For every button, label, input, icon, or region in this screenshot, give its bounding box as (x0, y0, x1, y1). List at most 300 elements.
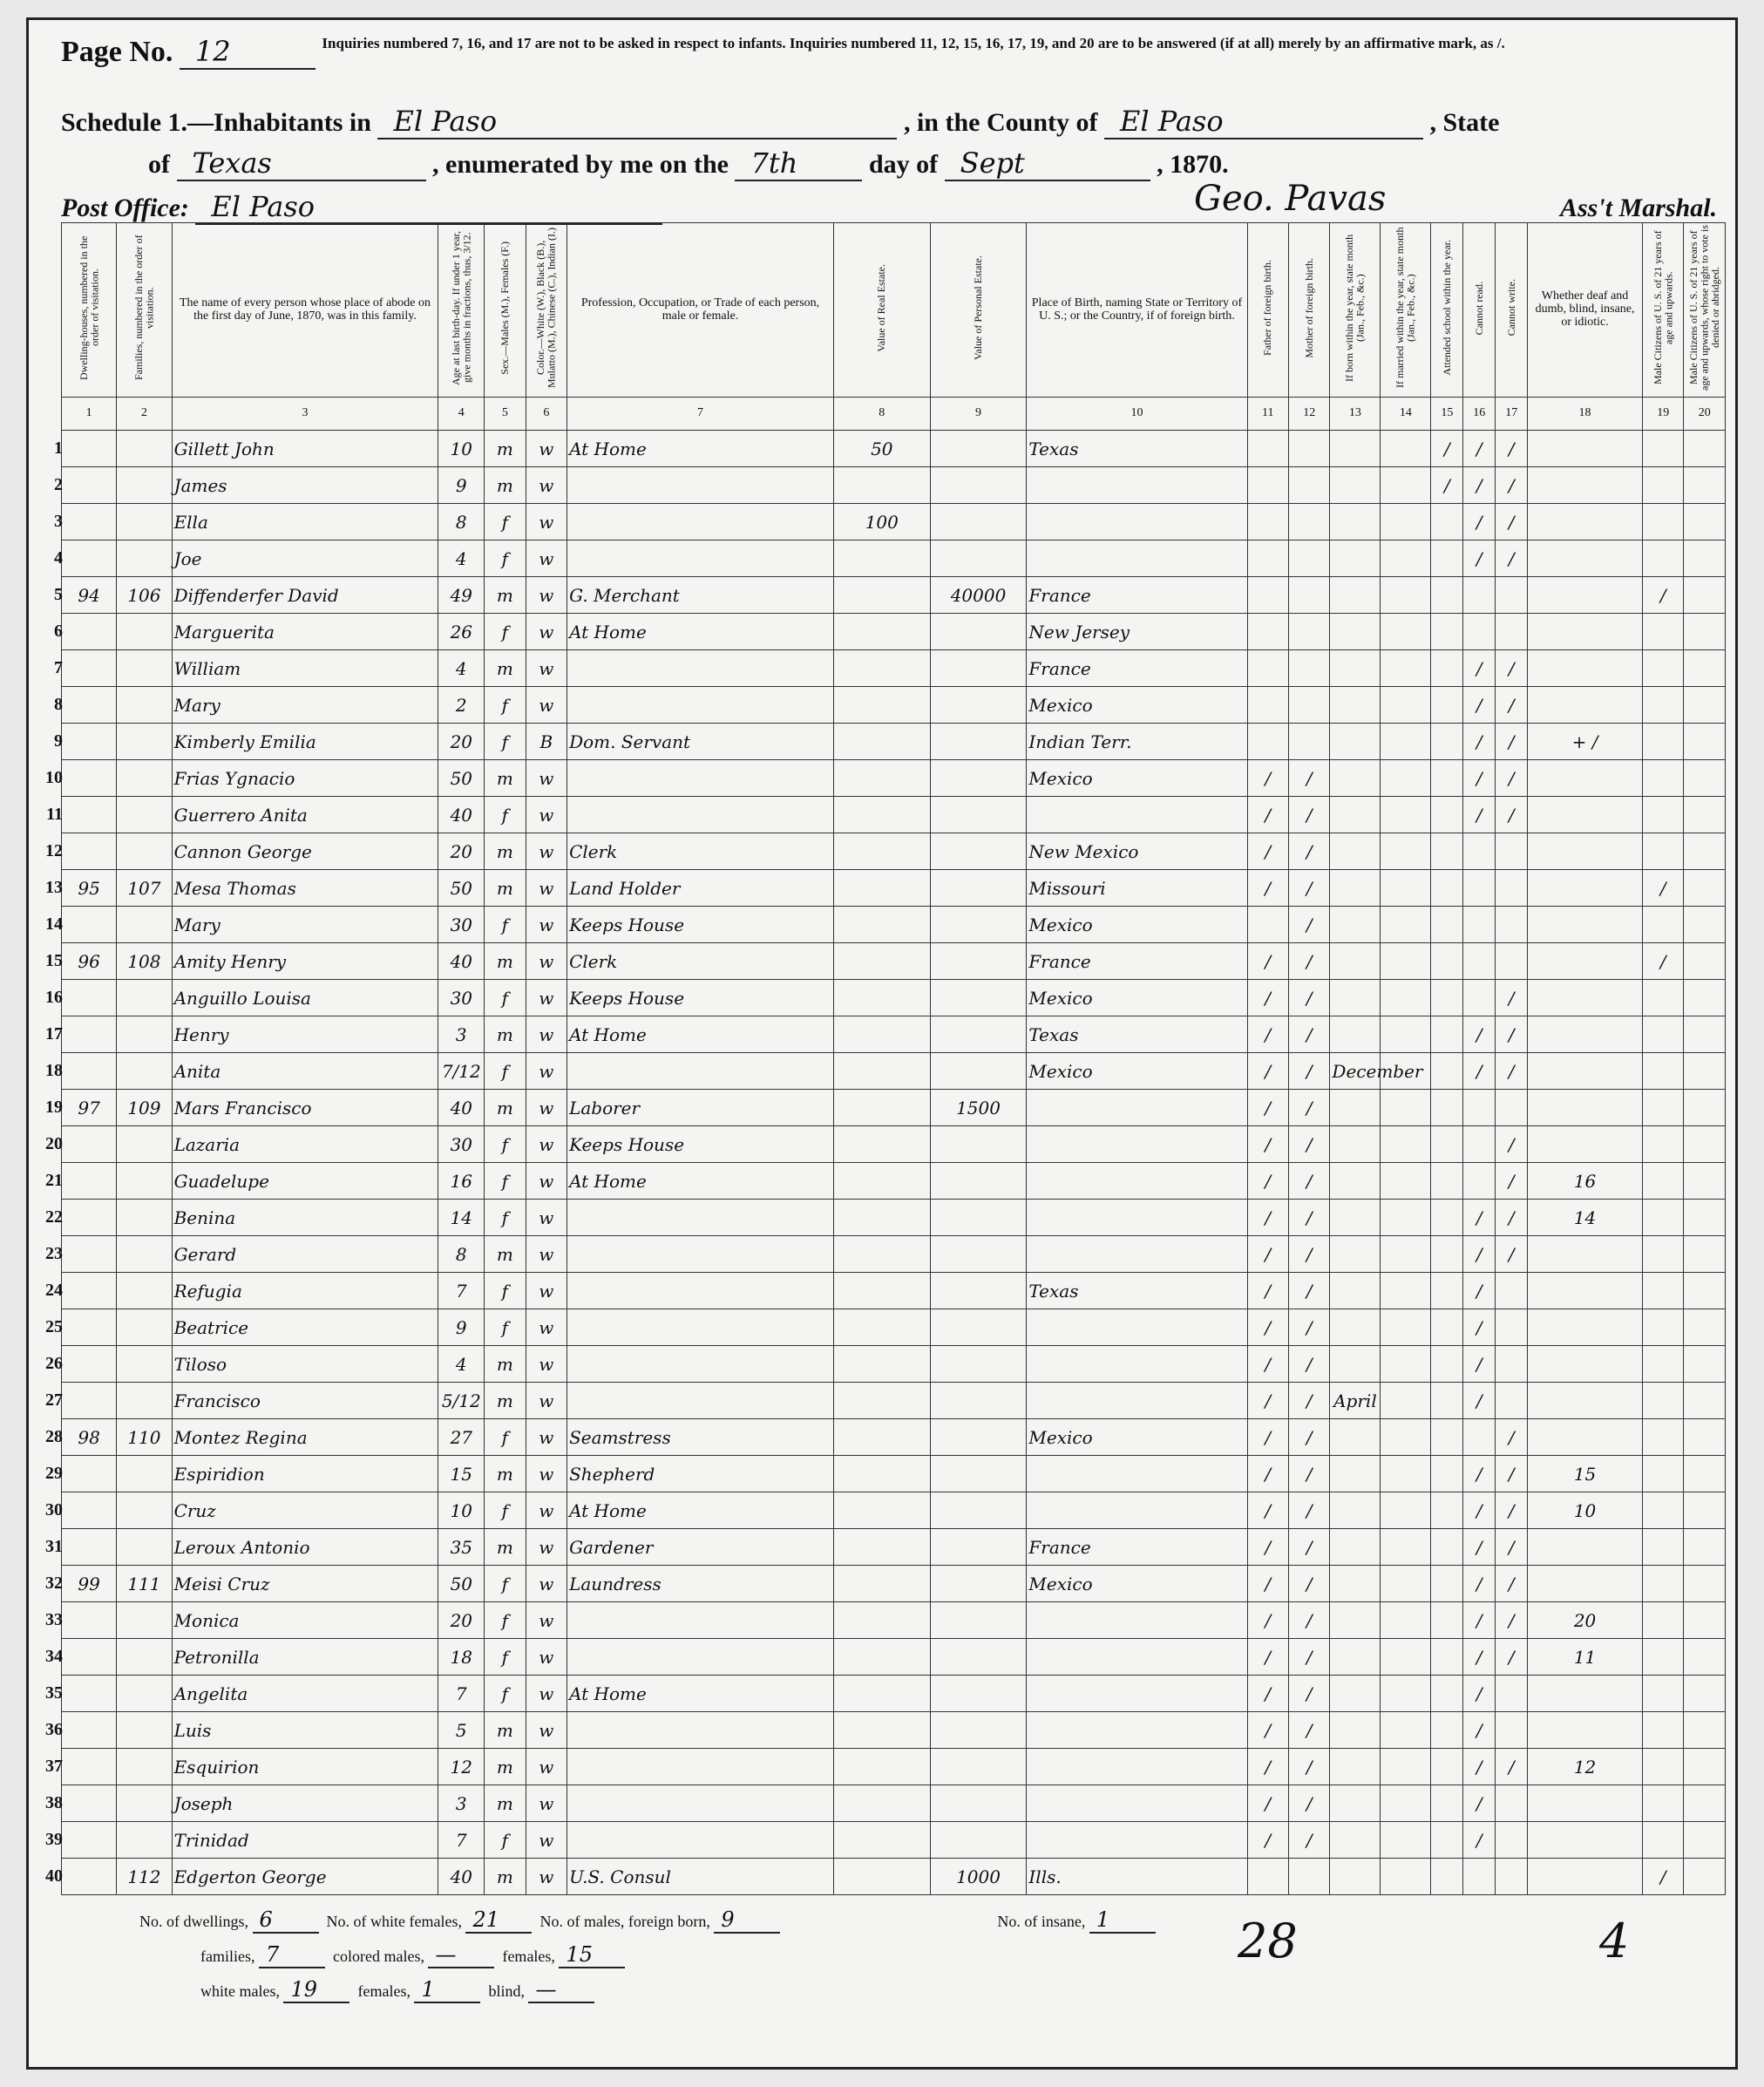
cell-col-9 (930, 504, 1027, 540)
cell-col-6: w (526, 907, 567, 943)
cell-col-18: 20 (1528, 1602, 1643, 1639)
cell-col-17: / (1496, 1529, 1528, 1566)
table-row (62, 1053, 1726, 1090)
cell-col-16: / (1463, 1602, 1496, 1639)
cell-col-2 (117, 1309, 172, 1346)
cell-col-14 (1381, 1822, 1431, 1859)
cell-col-1 (62, 650, 117, 687)
cell-col-8 (833, 1273, 930, 1309)
females-foreign-label: females, (502, 1948, 555, 1965)
cell-col-11: / (1247, 980, 1288, 1016)
cell-col-8 (833, 1492, 930, 1529)
cell-col-19 (1642, 1163, 1683, 1200)
cell-col-1 (62, 980, 117, 1016)
cell-col-8 (833, 724, 930, 760)
cell-col-7: Laborer (567, 1090, 834, 1126)
cell-col-15 (1431, 1126, 1463, 1163)
cell-col-9 (930, 1126, 1027, 1163)
cell-col-2: 106 (117, 577, 172, 614)
cell-col-20 (1684, 1163, 1726, 1200)
cell-col-4: 5/12 (438, 1383, 485, 1419)
row-number: 24 (45, 1281, 63, 1300)
white-males-value: 19 (283, 1977, 349, 2003)
cell-col-12 (1288, 614, 1329, 650)
cell-col-18 (1528, 1016, 1643, 1053)
row-number: 25 (45, 1317, 63, 1336)
row-number: 9 (54, 731, 63, 751)
cell-col-15 (1431, 1236, 1463, 1273)
column-header-text: Male Citizens of U. S. of 21 years of age and upwards. (1651, 230, 1675, 385)
cell-col-8 (833, 1309, 930, 1346)
cell-col-7: Shepherd (567, 1456, 834, 1492)
cell-col-9 (930, 1749, 1027, 1785)
column-header-3: The name of every person whose place of abode on the first day of June, 1870, was in this family. (172, 223, 438, 398)
column-header-14 (1381, 223, 1431, 398)
cell-col-16: / (1463, 1273, 1496, 1309)
cell-col-7 (567, 1053, 834, 1090)
cell-col-5: m (485, 760, 526, 797)
cell-col-7 (567, 467, 834, 504)
cell-col-2 (117, 1016, 172, 1053)
cell-col-8 (833, 467, 930, 504)
cell-col-13 (1330, 943, 1381, 980)
cell-col-19 (1642, 1639, 1683, 1676)
cell-col-7: At Home (567, 1163, 834, 1200)
cell-col-16 (1463, 1126, 1496, 1163)
cell-col-4: 2 (438, 687, 485, 724)
cell-col-5: m (485, 1456, 526, 1492)
cell-col-5: m (485, 943, 526, 980)
cell-col-15 (1431, 1749, 1463, 1785)
cell-col-5: f (485, 1566, 526, 1602)
cell-col-17 (1496, 577, 1528, 614)
cell-col-12: / (1288, 1163, 1329, 1200)
cell-col-2: 111 (117, 1566, 172, 1602)
cell-col-5: m (485, 1346, 526, 1383)
cell-col-9 (930, 614, 1027, 650)
table-row (62, 907, 1726, 943)
cell-col-15 (1431, 1346, 1463, 1383)
cell-col-1 (62, 1346, 117, 1383)
cell-col-12: / (1288, 1822, 1329, 1859)
cell-col-19 (1642, 1273, 1683, 1309)
cell-col-12 (1288, 577, 1329, 614)
column-number-18: 18 (1528, 398, 1643, 431)
cell-col-9 (930, 1383, 1027, 1419)
cell-col-4: 14 (438, 1200, 485, 1236)
cell-col-11: / (1247, 1712, 1288, 1749)
column-number-12: 12 (1288, 398, 1329, 431)
cell-col-14 (1381, 1126, 1431, 1163)
white-males-label: white males, (200, 1982, 280, 2000)
cell-col-10: Mexico (1027, 907, 1247, 943)
cell-col-7: At Home (567, 431, 834, 467)
cell-col-4: 5 (438, 1712, 485, 1749)
cell-col-13 (1330, 1346, 1381, 1383)
cell-col-7: Laundress (567, 1566, 834, 1602)
cell-col-15 (1431, 1859, 1463, 1895)
cell-col-3: Joseph (172, 1785, 438, 1822)
cell-col-7 (567, 650, 834, 687)
cell-col-19 (1642, 1126, 1683, 1163)
cell-col-14 (1381, 1309, 1431, 1346)
cell-col-2 (117, 1053, 172, 1090)
cell-col-7: Keeps House (567, 980, 834, 1016)
cell-col-12: / (1288, 1785, 1329, 1822)
cell-col-9 (930, 1309, 1027, 1346)
cell-col-18 (1528, 1309, 1643, 1346)
cell-col-10: New Jersey (1027, 614, 1247, 650)
cell-col-10 (1027, 1785, 1247, 1822)
cell-col-9 (930, 650, 1027, 687)
cell-col-7: Dom. Servant (567, 724, 834, 760)
blind-label: blind, (488, 1982, 525, 2000)
row-number: 1 (54, 438, 63, 458)
cell-col-9 (930, 760, 1027, 797)
cell-col-8 (833, 1419, 930, 1456)
cell-col-16: / (1463, 1016, 1496, 1053)
cell-col-18 (1528, 1859, 1643, 1895)
cell-col-5: f (485, 1126, 526, 1163)
row-number: 19 (45, 1098, 63, 1117)
table-row (62, 1346, 1726, 1383)
cell-col-8: 100 (833, 504, 930, 540)
cell-col-5: f (485, 1200, 526, 1236)
column-number-6: 6 (526, 398, 567, 431)
row-number: 37 (45, 1757, 63, 1776)
cell-col-18 (1528, 1822, 1643, 1859)
cell-col-1 (62, 614, 117, 650)
cell-col-12: / (1288, 1676, 1329, 1712)
table-row (62, 1785, 1726, 1822)
cell-col-18 (1528, 467, 1643, 504)
cell-col-2 (117, 650, 172, 687)
cell-col-7: Land Holder (567, 870, 834, 907)
cell-col-9 (930, 1785, 1027, 1822)
cell-col-10 (1027, 1712, 1247, 1749)
cell-col-6: w (526, 1529, 567, 1566)
cell-col-10 (1027, 1309, 1247, 1346)
cell-col-1: 94 (62, 577, 117, 614)
cell-col-3: Francisco (172, 1383, 438, 1419)
cell-col-4: 3 (438, 1016, 485, 1053)
column-header-15 (1431, 223, 1463, 398)
table-row (62, 797, 1726, 833)
cell-col-9 (930, 1016, 1027, 1053)
cell-col-12: / (1288, 1236, 1329, 1273)
cell-col-8 (833, 1456, 930, 1492)
column-number-16: 16 (1463, 398, 1496, 431)
cell-col-8 (833, 1529, 930, 1566)
cell-col-3: Diffenderfer David (172, 577, 438, 614)
cell-col-10: France (1027, 943, 1247, 980)
cell-col-6: w (526, 687, 567, 724)
cell-col-5: m (485, 870, 526, 907)
cell-col-7: Clerk (567, 943, 834, 980)
females-foreign-value: 15 (559, 1942, 625, 1968)
cell-col-13: December (1330, 1053, 1381, 1090)
cell-col-1 (62, 1126, 117, 1163)
cell-col-4: 50 (438, 760, 485, 797)
cell-col-12: / (1288, 797, 1329, 833)
table-row (62, 833, 1726, 870)
cell-col-15 (1431, 1492, 1463, 1529)
column-header-text: Color.—White (W.), Black (B.), Mulatto (M.), Chinese (C.), Indian (I.) (534, 228, 558, 389)
cell-col-20 (1684, 577, 1726, 614)
of-label: of (148, 150, 170, 179)
cell-col-15 (1431, 833, 1463, 870)
cell-col-17: / (1496, 1200, 1528, 1236)
colored-males-value: — (428, 1942, 494, 1968)
cell-col-13 (1330, 1676, 1381, 1712)
cell-col-14 (1381, 1566, 1431, 1602)
cell-col-11: / (1247, 1676, 1288, 1712)
cell-col-12: / (1288, 1419, 1329, 1456)
cell-col-1 (62, 833, 117, 870)
cell-col-4: 20 (438, 724, 485, 760)
cell-col-9 (930, 1273, 1027, 1309)
table-row (62, 1529, 1726, 1566)
cell-col-7 (567, 1712, 834, 1749)
cell-col-2: 112 (117, 1859, 172, 1895)
cell-col-14 (1381, 1090, 1431, 1126)
cell-col-15 (1431, 724, 1463, 760)
cell-col-15 (1431, 1309, 1463, 1346)
cell-col-11: / (1247, 1529, 1288, 1566)
col11-total: 28 (1238, 1914, 1298, 1968)
cell-col-1 (62, 1712, 117, 1749)
cell-col-17: / (1496, 1492, 1528, 1529)
table-row (62, 504, 1726, 540)
cell-col-10: Mexico (1027, 1566, 1247, 1602)
row-number: 14 (45, 914, 63, 934)
cell-col-1 (62, 1785, 117, 1822)
table-row (62, 1822, 1726, 1859)
cell-col-18 (1528, 797, 1643, 833)
cell-col-17: / (1496, 1749, 1528, 1785)
summary-line-2 (200, 1942, 625, 1968)
cell-col-3: James (172, 467, 438, 504)
cell-col-15 (1431, 1163, 1463, 1200)
cell-col-11: / (1247, 833, 1288, 870)
cell-col-8 (833, 1566, 930, 1602)
cell-col-3: Joe (172, 540, 438, 577)
cell-col-19 (1642, 724, 1683, 760)
cell-col-13 (1330, 431, 1381, 467)
cell-col-17: / (1496, 1456, 1528, 1492)
cell-col-20 (1684, 1712, 1726, 1749)
cell-col-11: / (1247, 1785, 1288, 1822)
cell-col-9 (930, 1492, 1027, 1529)
cell-col-17 (1496, 907, 1528, 943)
cell-col-11 (1247, 467, 1288, 504)
cell-col-13 (1330, 980, 1381, 1016)
cell-col-3: Leroux Antonio (172, 1529, 438, 1566)
table-row (62, 1419, 1726, 1456)
column-header-9 (930, 223, 1027, 398)
cell-col-2 (117, 687, 172, 724)
cell-col-18 (1528, 943, 1643, 980)
cell-col-15: / (1431, 431, 1463, 467)
cell-col-1 (62, 1053, 117, 1090)
cell-col-6: w (526, 1016, 567, 1053)
cell-col-7 (567, 1822, 834, 1859)
cell-col-20 (1684, 980, 1726, 1016)
cell-col-16: / (1463, 1053, 1496, 1090)
cell-col-11: / (1247, 1639, 1288, 1676)
cell-col-20 (1684, 1602, 1726, 1639)
cell-col-18 (1528, 833, 1643, 870)
instructions-note: Inquiries numbered 7, 16, and 17 are not to be asked in respect to infants. Inquiries numbered 11, 12, 15, 16, 17, 19, and 20 are to be answered (if at all) merely by an affirmative mark, as /. (322, 35, 1505, 51)
table-row (62, 650, 1726, 687)
cell-col-9: 1000 (930, 1859, 1027, 1895)
cell-col-2 (117, 1822, 172, 1859)
cell-col-8 (833, 1016, 930, 1053)
cell-col-15 (1431, 1456, 1463, 1492)
column-number-8: 8 (833, 398, 930, 431)
cell-col-10: Texas (1027, 1273, 1247, 1309)
cell-col-17: / (1496, 1163, 1528, 1200)
cell-col-2 (117, 1200, 172, 1236)
cell-col-8 (833, 1090, 930, 1126)
cell-col-7 (567, 1785, 834, 1822)
cell-col-4: 4 (438, 1346, 485, 1383)
cell-col-11: / (1247, 870, 1288, 907)
cell-col-12: / (1288, 1016, 1329, 1053)
state-value: Texas (177, 146, 426, 181)
cell-col-6: w (526, 760, 567, 797)
cell-col-6: w (526, 1053, 567, 1090)
table-row (62, 1712, 1726, 1749)
cell-col-10: New Mexico (1027, 833, 1247, 870)
cell-col-17 (1496, 870, 1528, 907)
cell-col-17 (1496, 1383, 1528, 1419)
cell-col-4: 12 (438, 1749, 485, 1785)
cell-col-13 (1330, 1566, 1381, 1602)
column-number-1: 1 (62, 398, 117, 431)
cell-col-9: 1500 (930, 1090, 1027, 1126)
cell-col-1 (62, 1016, 117, 1053)
cell-col-20 (1684, 1236, 1726, 1273)
cell-col-3: Frias Ygnacio (172, 760, 438, 797)
cell-col-18 (1528, 540, 1643, 577)
cell-col-19 (1642, 1785, 1683, 1822)
cell-col-8: 50 (833, 431, 930, 467)
cell-col-11: / (1247, 1309, 1288, 1346)
cell-col-14 (1381, 467, 1431, 504)
cell-col-10 (1027, 797, 1247, 833)
cell-col-1 (62, 1859, 117, 1895)
cell-col-11: / (1247, 797, 1288, 833)
row-number: 26 (45, 1354, 63, 1373)
table-row (62, 980, 1726, 1016)
cell-col-8 (833, 870, 930, 907)
cell-col-20 (1684, 1126, 1726, 1163)
cell-col-19 (1642, 1566, 1683, 1602)
column-header-2 (117, 223, 172, 398)
cell-col-15 (1431, 1822, 1463, 1859)
summary-line-3 (200, 1977, 594, 2003)
cell-col-9 (930, 870, 1027, 907)
cell-col-13 (1330, 724, 1381, 760)
cell-col-15 (1431, 1383, 1463, 1419)
cell-col-8 (833, 760, 930, 797)
cell-col-10 (1027, 1346, 1247, 1383)
cell-col-19 (1642, 1200, 1683, 1236)
cell-col-4: 40 (438, 943, 485, 980)
cell-col-16: / (1463, 1676, 1496, 1712)
column-header-text: Value of Personal Estate. (972, 255, 985, 361)
cell-col-18 (1528, 614, 1643, 650)
table-row (62, 1676, 1726, 1712)
cell-col-3: Gerard (172, 1236, 438, 1273)
cell-col-19 (1642, 1016, 1683, 1053)
cell-col-9 (930, 431, 1027, 467)
cell-col-7: Keeps House (567, 907, 834, 943)
row-number: 30 (45, 1500, 63, 1519)
cell-col-19 (1642, 1822, 1683, 1859)
cell-col-9 (930, 724, 1027, 760)
cell-col-8 (833, 1200, 930, 1236)
cell-col-10: Texas (1027, 431, 1247, 467)
cell-col-12: / (1288, 1566, 1329, 1602)
cell-col-4: 40 (438, 1090, 485, 1126)
cell-col-1 (62, 467, 117, 504)
cell-col-14 (1381, 1749, 1431, 1785)
column-number-9: 9 (930, 398, 1027, 431)
white-females-value: 21 (465, 1907, 532, 1934)
cell-col-1 (62, 760, 117, 797)
cell-col-11 (1247, 504, 1288, 540)
cell-col-10 (1027, 1676, 1247, 1712)
table-row (62, 577, 1726, 614)
cell-col-1: 98 (62, 1419, 117, 1456)
cell-col-6: w (526, 1236, 567, 1273)
cell-col-15: / (1431, 467, 1463, 504)
cell-col-14 (1381, 614, 1431, 650)
cell-col-6: w (526, 504, 567, 540)
cell-col-6: w (526, 1090, 567, 1126)
column-header-text: Attended school within the year. (1441, 240, 1454, 376)
cell-col-15 (1431, 1016, 1463, 1053)
cell-col-1 (62, 724, 117, 760)
cell-col-8 (833, 1822, 930, 1859)
cell-col-7: At Home (567, 1492, 834, 1529)
cell-col-1 (62, 1273, 117, 1309)
table-row (62, 614, 1726, 650)
cell-col-4: 8 (438, 1236, 485, 1273)
cell-col-10: Mexico (1027, 760, 1247, 797)
cell-col-5: m (485, 1859, 526, 1895)
cell-col-18 (1528, 1126, 1643, 1163)
cell-col-5: f (485, 1822, 526, 1859)
cell-col-3: Mary (172, 687, 438, 724)
cell-col-3: Edgerton George (172, 1859, 438, 1895)
row-number: 18 (45, 1061, 63, 1080)
cell-col-11: / (1247, 1602, 1288, 1639)
cell-col-6: w (526, 1492, 567, 1529)
column-header-13 (1330, 223, 1381, 398)
cell-col-12: / (1288, 1273, 1329, 1309)
cell-col-10 (1027, 1749, 1247, 1785)
cell-col-9 (930, 1676, 1027, 1712)
cell-col-18: 12 (1528, 1749, 1643, 1785)
cell-col-5: m (485, 1016, 526, 1053)
cell-col-5: f (485, 980, 526, 1016)
cell-col-11: / (1247, 760, 1288, 797)
column-number-10: 10 (1027, 398, 1247, 431)
cell-col-8 (833, 943, 930, 980)
